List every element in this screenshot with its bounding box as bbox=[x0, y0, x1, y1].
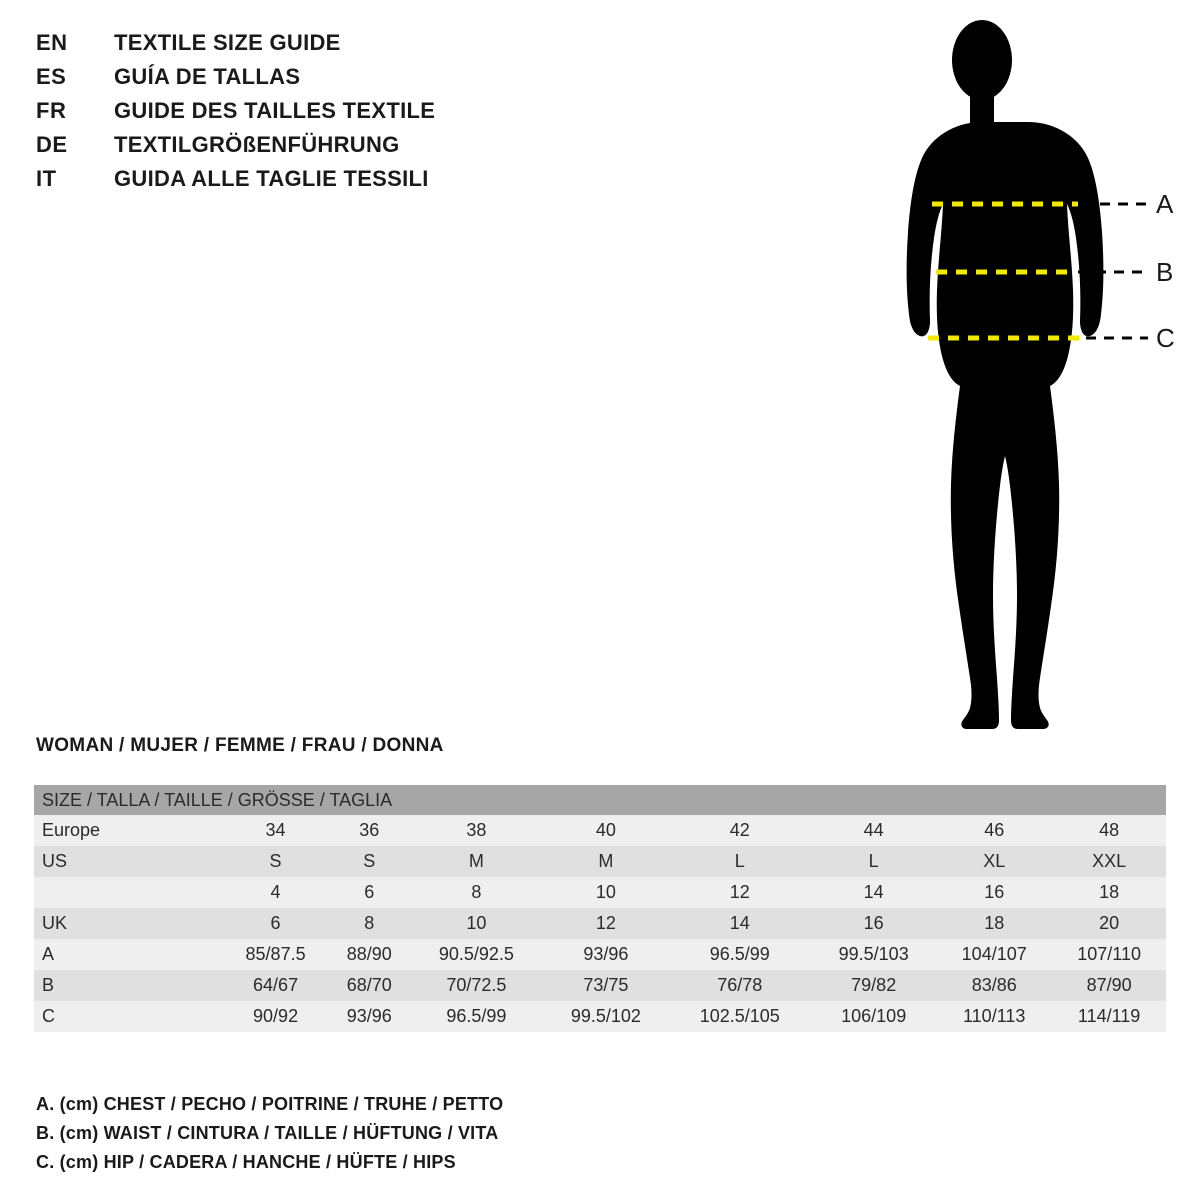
language-code-es: ES bbox=[36, 64, 67, 89]
cell-usnum-6: 14 bbox=[811, 877, 936, 908]
cell-usnum-1: 4 bbox=[222, 877, 329, 908]
row-label-a: A bbox=[34, 939, 222, 970]
cell-uk-1: 6 bbox=[222, 908, 329, 939]
row-label-us: US bbox=[34, 846, 222, 877]
female-body-figure bbox=[860, 18, 1190, 738]
cell-us-3: M bbox=[409, 846, 543, 877]
cell-c-5: 102.5/105 bbox=[668, 1001, 811, 1032]
cell-uk-3: 10 bbox=[409, 908, 543, 939]
cell-a-4: 93/96 bbox=[543, 939, 668, 970]
cell-europe-5: 42 bbox=[668, 815, 811, 846]
measure-label-b: B bbox=[1156, 257, 1174, 287]
row-label-europe: Europe bbox=[34, 815, 222, 846]
cell-usnum-5: 12 bbox=[668, 877, 811, 908]
cell-b-6: 79/82 bbox=[811, 970, 936, 1001]
title-row-it bbox=[36, 166, 596, 200]
title-row-de bbox=[36, 132, 596, 166]
cell-c-1: 90/92 bbox=[222, 1001, 329, 1032]
cell-uk-7: 18 bbox=[936, 908, 1052, 939]
table-row bbox=[34, 877, 1166, 908]
cell-uk-5: 14 bbox=[668, 908, 811, 939]
cell-us-5: L bbox=[668, 846, 811, 877]
measure-label-c: C bbox=[1156, 323, 1175, 353]
language-code-en: EN bbox=[36, 30, 68, 55]
cell-uk-2: 8 bbox=[329, 908, 409, 939]
cell-uk-8: 20 bbox=[1052, 908, 1166, 939]
title-row-fr bbox=[36, 98, 596, 132]
footnote-b: B. (cm) WAIST / CINTURA / TAILLE / HÜFTUNG / VITA bbox=[36, 1123, 499, 1143]
cell-uk-6: 16 bbox=[811, 908, 936, 939]
row-label-c: C bbox=[34, 1001, 222, 1032]
cell-europe-3: 38 bbox=[409, 815, 543, 846]
cell-us-6: L bbox=[811, 846, 936, 877]
cell-a-5: 96.5/99 bbox=[668, 939, 811, 970]
footnote-a: A. (cm) CHEST / PECHO / POITRINE / TRUHE / PETTO bbox=[36, 1094, 504, 1114]
table-row bbox=[34, 846, 1166, 877]
language-title-block bbox=[36, 30, 596, 200]
cell-c-6: 106/109 bbox=[811, 1001, 936, 1032]
title-text-de: TEXTILGRÖßENFÜHRUNG bbox=[114, 132, 400, 157]
cell-b-5: 76/78 bbox=[668, 970, 811, 1001]
cell-uk-4: 12 bbox=[543, 908, 668, 939]
cell-c-4: 99.5/102 bbox=[543, 1001, 668, 1032]
cell-b-4: 73/75 bbox=[543, 970, 668, 1001]
cell-b-2: 68/70 bbox=[329, 970, 409, 1001]
table-row bbox=[34, 815, 1166, 846]
measure-label-a: A bbox=[1156, 189, 1174, 219]
language-code-de: DE bbox=[36, 132, 68, 157]
cell-us-4: M bbox=[543, 846, 668, 877]
cell-a-8: 107/110 bbox=[1052, 939, 1166, 970]
cell-a-3: 90.5/92.5 bbox=[409, 939, 543, 970]
measurement-legend bbox=[36, 1090, 936, 1177]
cell-europe-8: 48 bbox=[1052, 815, 1166, 846]
cell-europe-4: 40 bbox=[543, 815, 668, 846]
cell-europe-6: 44 bbox=[811, 815, 936, 846]
title-text-en: TEXTILE SIZE GUIDE bbox=[114, 30, 341, 55]
cell-a-6: 99.5/103 bbox=[811, 939, 936, 970]
cell-us-7: XL bbox=[936, 846, 1052, 877]
cell-usnum-3: 8 bbox=[409, 877, 543, 908]
table-row bbox=[34, 908, 1166, 939]
table-header-row bbox=[34, 785, 1166, 815]
table-row bbox=[34, 939, 1166, 970]
silhouette-shape bbox=[907, 20, 1104, 729]
cell-c-3: 96.5/99 bbox=[409, 1001, 543, 1032]
cell-c-7: 110/113 bbox=[936, 1001, 1052, 1032]
cell-europe-2: 36 bbox=[329, 815, 409, 846]
cell-us-8: XXL bbox=[1052, 846, 1166, 877]
title-row-en bbox=[36, 30, 596, 64]
table-header-label: SIZE / TALLA / TAILLE / GRÖSSE / TAGLIA bbox=[34, 785, 1166, 815]
cell-c-2: 93/96 bbox=[329, 1001, 409, 1032]
row-label-us-numeric bbox=[34, 877, 222, 908]
language-code-it: IT bbox=[36, 166, 57, 191]
cell-europe-1: 34 bbox=[222, 815, 329, 846]
cell-b-8: 87/90 bbox=[1052, 970, 1166, 1001]
footnote-c: C. (cm) HIP / CADERA / HANCHE / HÜFTE / HIPS bbox=[36, 1152, 456, 1172]
cell-c-8: 114/119 bbox=[1052, 1001, 1166, 1032]
cell-b-1: 64/67 bbox=[222, 970, 329, 1001]
cell-b-3: 70/72.5 bbox=[409, 970, 543, 1001]
title-text-es: GUÍA DE TALLAS bbox=[114, 64, 301, 89]
cell-usnum-4: 10 bbox=[543, 877, 668, 908]
cell-us-2: S bbox=[329, 846, 409, 877]
cell-a-7: 104/107 bbox=[936, 939, 1052, 970]
cell-usnum-7: 16 bbox=[936, 877, 1052, 908]
cell-a-2: 88/90 bbox=[329, 939, 409, 970]
row-label-b: B bbox=[34, 970, 222, 1001]
section-heading-woman: WOMAN / MUJER / FEMME / FRAU / DONNA bbox=[36, 735, 444, 756]
cell-us-1: S bbox=[222, 846, 329, 877]
cell-a-1: 85/87.5 bbox=[222, 939, 329, 970]
cell-b-7: 83/86 bbox=[936, 970, 1052, 1001]
cell-europe-7: 46 bbox=[936, 815, 1052, 846]
table-row bbox=[34, 970, 1166, 1001]
language-code-fr: FR bbox=[36, 98, 67, 123]
cell-usnum-2: 6 bbox=[329, 877, 409, 908]
size-table bbox=[34, 785, 1166, 1032]
cell-usnum-8: 18 bbox=[1052, 877, 1166, 908]
title-text-fr: GUIDE DES TAILLES TEXTILE bbox=[114, 98, 436, 123]
table-row bbox=[34, 1001, 1166, 1032]
row-label-uk: UK bbox=[34, 908, 222, 939]
title-text-it: GUIDA ALLE TAGLIE TESSILI bbox=[114, 166, 429, 191]
title-row-es bbox=[36, 64, 596, 98]
